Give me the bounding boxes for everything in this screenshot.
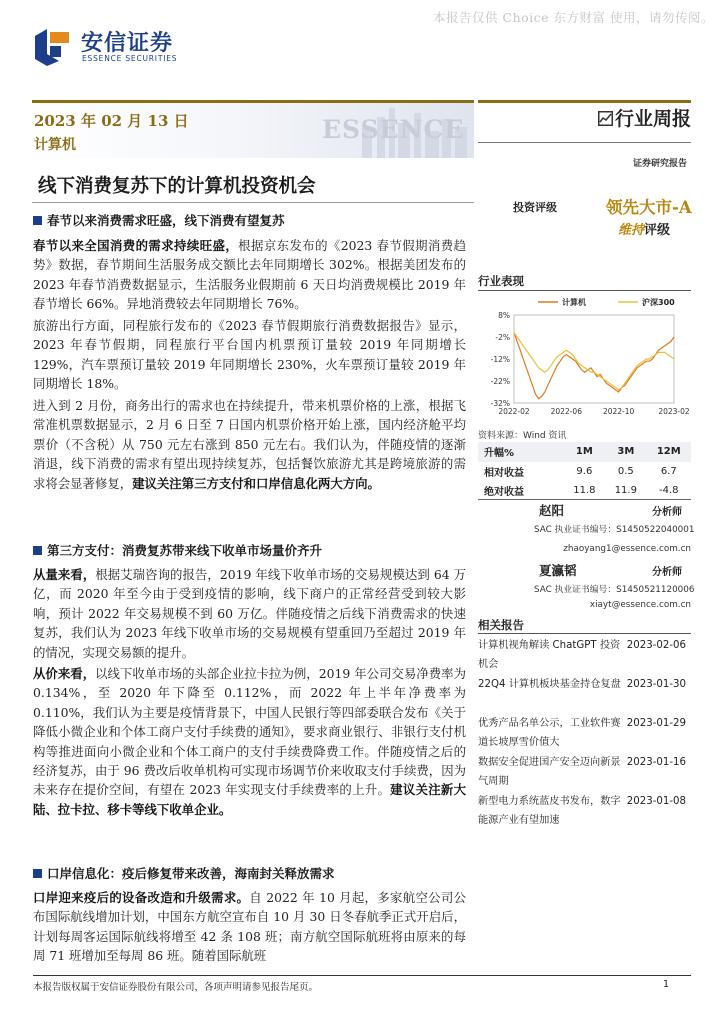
- table-cell: 6.7: [660, 465, 677, 477]
- section-bullet-icon: [33, 869, 42, 878]
- x-tick-label: 2022-06: [550, 407, 582, 416]
- section-bullet-icon: [33, 216, 42, 225]
- related-report-date: 2023-01-08: [626, 796, 686, 807]
- related-report-title[interactable]: 新型电力系统蓝皮书发布，数字能源产业有望加速: [478, 796, 621, 826]
- analyst-name: 夏瀛韬: [539, 563, 577, 578]
- report-type-label: 行业周报: [614, 108, 691, 130]
- related-report-date: 2023-02-06: [626, 640, 686, 651]
- related-report-title[interactable]: 22Q4 计算机板块基金持仓复盘: [478, 679, 621, 690]
- analyst-role: 分析师: [652, 507, 682, 518]
- table-cell: 9.6: [576, 465, 593, 477]
- section-paragraph: 春节以来全国消费的需求持续旺盛，根据京东发布的《2023 春节假期消费趋势》数据，春节期间生活服务成交额比去年同期增长 302%。根据美团发布的 2023 年春节消费数据显示，生活服务业假期前 6 天日均消费规模比 2019 年春节增长 66%。异地消费较去年同期增长 76%。: [33, 238, 466, 312]
- analyst-name: 赵阳: [539, 503, 565, 518]
- related-report-item[interactable]: [478, 792, 691, 831]
- series-line: [514, 333, 674, 399]
- section-heading: 春节以来消费需求旺盛，线下消费有望复苏: [33, 211, 285, 229]
- related-reports-rule: [478, 633, 691, 634]
- report-date: 2023 年 02 月 13 日: [34, 112, 189, 130]
- chart-source: 资料来源：Wind 资讯: [478, 431, 567, 441]
- table-cell: 11.9: [614, 485, 637, 497]
- performance-chart-svg: [478, 293, 691, 423]
- table-cell: -4.8: [659, 485, 679, 497]
- analyst-role: 分析师: [652, 567, 682, 578]
- y-tick-label: 8%: [498, 311, 510, 320]
- table-cell: 0.5: [617, 465, 634, 477]
- performance-table: [478, 442, 691, 501]
- table-header-cell: 3M: [605, 442, 646, 462]
- table-bottom-rule: [478, 499, 691, 500]
- footer-rule: [33, 975, 691, 976]
- section-paragraph: 旅游出行方面，同程旅行发布的《2023 春节假期旅行消费数据报告》显示，2023 年春节假期，同程旅行平台国内机票预订量较 2019 年同期增长 129%，汽车票预订量较 2019 年同期增长 230%，火车票预订量较 2019 年同期增长 18%。: [33, 318, 466, 392]
- analyst-cert: SAC 执业证书编号：S1450522040001: [534, 525, 695, 535]
- report-sector: 计算机: [34, 137, 76, 153]
- rating-action: 维持评级: [618, 223, 671, 238]
- analyst-cert: SAC 执业证书编号：S1450521120006: [534, 585, 695, 595]
- table-header-row: [478, 442, 691, 462]
- table-row-label: 绝对收益: [484, 487, 524, 499]
- footer-text: 本报告版权属于安信证券股份有限公司，各项声明请参见报告尾页。: [33, 982, 319, 993]
- page-number: 1: [662, 979, 669, 990]
- watermark: 本报告仅供 Choice 东方财富 使用，请勿传阅。: [433, 10, 714, 25]
- table-header-cell: 1M: [564, 442, 605, 462]
- logo-mark-icon: [33, 26, 71, 66]
- section-paragraph: 从量来看，根据艾瑞咨询的报告，2019 年线下收单市场的交易规模达到 64 万亿，而 2020 年至今由于受到疫情的影响，线下商户的正常经营受到较大影响，预计 2022 年交易规模不到 60 万亿。伴随疫情之后线下消费需求的快速复苏，我们认为 2023 年线下收单市场的交易规模有望重回乃至超过 2019 年的情况，实现交易额的提升。: [33, 567, 466, 660]
- x-tick-label: 2023-02: [658, 407, 690, 416]
- y-tick-label: -22%: [490, 377, 510, 386]
- related-report-item[interactable]: [478, 753, 691, 792]
- rating-value: 领先大市-A: [606, 198, 692, 217]
- legend-label: 沪深300: [642, 298, 675, 307]
- legend-label: 计算机: [562, 298, 586, 307]
- related-report-item[interactable]: [478, 675, 691, 714]
- table-row: [478, 481, 691, 501]
- y-tick-label: -2%: [495, 333, 510, 342]
- report-type: [598, 104, 691, 131]
- related-reports-list: [478, 636, 691, 831]
- y-tick-label: -32%: [490, 399, 510, 408]
- section-heading: 口岸信息化：疫后修复带来改善，海南封关释放需求: [33, 864, 335, 882]
- related-report-date: 2023-01-30: [626, 679, 686, 690]
- related-report-title[interactable]: 数据安全促进国产安全迈向新景气周期: [478, 757, 621, 787]
- x-tick-label: 2022-10: [602, 407, 635, 416]
- report-type-bar: [478, 100, 691, 132]
- table-header-cell: 升幅%: [478, 442, 564, 462]
- section-paragraph: 进入到 2 月份，商务出行的需求也在持续提升，带来机票价格的上涨，根据飞常准机票数据显示，2 月 6 日至 7 日国内机票价格开始上涨，国内经济舱平均票价（不含税）从 750 元左右涨到 850 元左右。我们认为，伴随疫情的逐渐消退，线下消费的需求有望出现持续复苏，包括餐饮旅游尤其是跨境旅游的需求将会显著修复，建议关注第三方支付和口岸信息化两大方向。: [33, 398, 466, 491]
- related-report-date: 2023-01-16: [626, 757, 686, 768]
- table-row: [478, 462, 691, 482]
- x-tick-label: 2022-02: [498, 407, 530, 416]
- related-report-title[interactable]: 优秀产品名单公示，工业软件赛道长坡厚雪价值大: [478, 718, 621, 748]
- related-report-item[interactable]: [478, 636, 691, 675]
- analyst-email[interactable]: xiayt@essence.com.cn: [589, 600, 691, 610]
- banner-brand-text: ESSENCE: [322, 115, 465, 144]
- page-title: 线下消费复苏下的计算机投资机会: [38, 176, 316, 197]
- header-rule: [478, 142, 691, 143]
- table-row-label: 相对收益: [484, 467, 524, 479]
- section-paragraph: 从价来看，以线下收单市场的头部企业拉卡拉为例，2019 年公司交易净费率为 0.134%，至 2020 年下降至 0.112%，而 2022 年上半年净费率为 0.110%，我们认为主要是疫情背景下，中国人民银行等四部委联合发布《关于降低小微企业和个体工商户支付手续费的通知》，要求商业银行、非银行支付机构等推进面向小微企业和个体工商户的支付手续费降费工作。伴随疫情之后的经济复苏，由于 96 费改后收单机构可实现市场调节价来收取支付手续费，因为未来存在提价空间，有望在 2023 年实现支付手续费率的上升。建议关注新大陆、拉卡拉、移卡等线下收单企业。: [33, 666, 467, 817]
- analyst-email[interactable]: zhaoyang1@essence.com.cn: [563, 544, 691, 554]
- market-performance-heading: 行业表现: [478, 274, 524, 288]
- rating-label: 投资评级: [513, 201, 557, 214]
- related-report-item[interactable]: [478, 714, 691, 753]
- logo-name-en: ESSENCE SECURITIES: [82, 54, 178, 63]
- related-report-title[interactable]: 计算机视角解读 ChatGPT 投资机会: [478, 640, 621, 670]
- trend-icon: [598, 111, 613, 126]
- section-heading: 第三方支付：消费复苏带来线下收单市场量价齐升: [33, 541, 322, 559]
- related-report-date: 2023-01-29: [626, 718, 686, 729]
- section-paragraph: 口岸迎来疫后的设备改造和升级需求。自 2022 年 10 月起，多家航空公司公布国际航线增加计划，中国东方航空宣布自 10 月 30 日冬春航季正式开启后，计划每周客运国际航线将增至 42 条 108 班；南方航空国际航班将由原来的每周 71 班增加至每周 86 班。随着国际航班: [33, 890, 466, 964]
- market-performance-rule: [478, 290, 691, 291]
- table-header-cell: 12M: [647, 442, 691, 462]
- title-rule: [32, 202, 474, 203]
- y-tick-label: -12%: [490, 355, 510, 364]
- performance-chart: [478, 293, 691, 423]
- research-label: 证券研究报告: [632, 159, 687, 169]
- logo-name-cn: 安信证券: [81, 31, 174, 56]
- table-cell: 11.8: [573, 485, 596, 497]
- section-bullet-icon: [33, 546, 42, 555]
- related-reports-heading: 相关报告: [478, 618, 524, 632]
- report-banner: [32, 100, 474, 158]
- company-logo: [33, 24, 223, 70]
